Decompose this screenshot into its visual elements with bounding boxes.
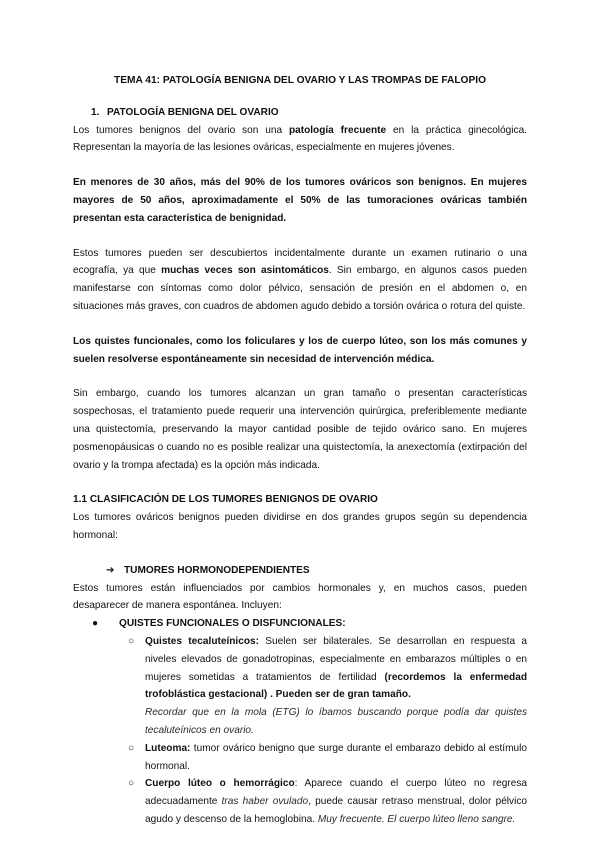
page-title: TEMA 41: PATOLOGÍA BENIGNA DEL OVARIO Y LAS TROMPAS DE FALOPIO (113, 75, 487, 86)
subsection-heading: 1.1 CLASIFICACIÓN DE LOS TUMORES BENIGNOS DE OVARIO (73, 494, 378, 506)
text-run: . Sin embargo, en algunos casos pueden manifestarse con síntomas como dolor pélvico, sensación de presión en el abdomen o, en situaciones más graves, con cuadros de abdomen agudo debido a torsión ovárica o rotura del quiste. (73, 265, 528, 312)
paragraph-treatment: Sin embargo, cuando los tumores alcanzan un gran tamaño o presentan características sospechosas, el tratamiento puede requerir una intervención quirúrgica, preferiblemente mediante una quistectomía, preservando la mayor cantidad posible de tejido ovárico sano. En mujeres posmenopáusicas o cuando no es posible realizar una quistectomía, la anexectomía (extirpación del ovario y la trompa afectada) es la opción más indicada. (73, 388, 527, 471)
bold-run: muchas veces son asintomáticos (161, 265, 329, 277)
italic-run: tras haber ovulado (221, 796, 309, 808)
text-run: en la práctica ginecológica. Representan la mayoría de las lesiones ováricas, especialmente en mujeres jóvenes. (73, 124, 527, 154)
group-heading-text: TUMORES HORMONODEPENDIENTES (124, 564, 310, 576)
bold-run: Los quistes funcionales, como los foliculares y los de cuerpo lúteo, son los más comunes y suelen resolverse espontáneamente sin necesidad de intervención médica. (73, 335, 527, 365)
bullet-item (73, 615, 527, 633)
sub-item-label: Quistes tecaluteínicos: (145, 635, 259, 647)
paragraph-age-stats (73, 174, 527, 227)
text-run: tumor ovárico benigno que surge durante el embarazo debido al estímulo hormonal. (145, 742, 527, 772)
text-run: Los tumores benignos del ovario son una (73, 124, 289, 136)
italic-note: Muy frecuente. El cuerpo lúteo lleno sangre. (317, 813, 516, 825)
text-run: , puede causar retraso menstrual, dolor pélvico agudo y descenso de la hemoglobina. (145, 796, 527, 825)
sub-item-cuerpo-luteo (73, 775, 527, 828)
bullet-dot-icon: ● (92, 618, 99, 630)
text-run: Estos tumores pueden ser descubiertos incidentalmente durante un examen rutinario o una ecografía, ya que (73, 247, 527, 277)
bold-run: (recordemos la enfermedad trofoblástica gestacional) . Pueden ser de gran tamaño. (145, 671, 528, 701)
bold-run: En menores de 30 años, más del 90% de los tumores ováricos son benignos. En mujeres mayores de 50 años, aproximadamente el 50% de las tumoraciones ováricas también presentan esta característica de benignidad. (73, 177, 527, 224)
bold-run: patología frecuente (288, 124, 387, 136)
text-run: : Aparece cuando el cuerpo lúteo no regresa adecuadamente (145, 778, 527, 808)
paragraph-intro (73, 122, 527, 158)
section-number: 1. (91, 106, 100, 118)
paragraph-symptoms (73, 245, 527, 316)
text-run: Suelen ser bilaterales. Se desarrollan en respuesta a niveles elevados de gonadotropinas, especialmente en embarazos múltiples o en mujeres sometidas a tratamientos de fertilidad (145, 635, 527, 683)
sub-item-label: Luteoma: (145, 742, 191, 754)
sub-item-luteoma (73, 740, 527, 776)
italic-note: Recordar que en la mola (ETG) lo íbamos buscando porque podía dar quistes tecaluteínicos en ovario. (145, 707, 527, 736)
sub-item-tecaluteinicos (73, 633, 527, 740)
bullet-text: QUISTES FUNCIONALES O DISFUNCIONALES: (119, 618, 346, 630)
sub-item-label: Cuerpo lúteo o hemorrágico (145, 778, 295, 790)
group-heading (73, 562, 527, 580)
paragraph-group-intro: Estos tumores están influenciados por cambios hormonales y, en muchos casos, pueden desaparecer de manera espontánea. Incluyen: (73, 582, 527, 612)
section-heading (73, 104, 527, 122)
paragraph-classification-intro: Los tumores ováricos benignos pueden dividirse en dos grandes grupos según su dependencia hormonal: (73, 512, 527, 541)
paragraph-functional-cysts (73, 333, 527, 369)
section-heading-text: PATOLOGÍA BENIGNA DEL OVARIO (107, 106, 279, 118)
arrow-icon: ➔ (106, 564, 115, 576)
circle-bullet-icon: ○ (128, 635, 135, 647)
circle-bullet-icon: ○ (128, 742, 135, 754)
circle-bullet-icon: ○ (128, 778, 135, 790)
